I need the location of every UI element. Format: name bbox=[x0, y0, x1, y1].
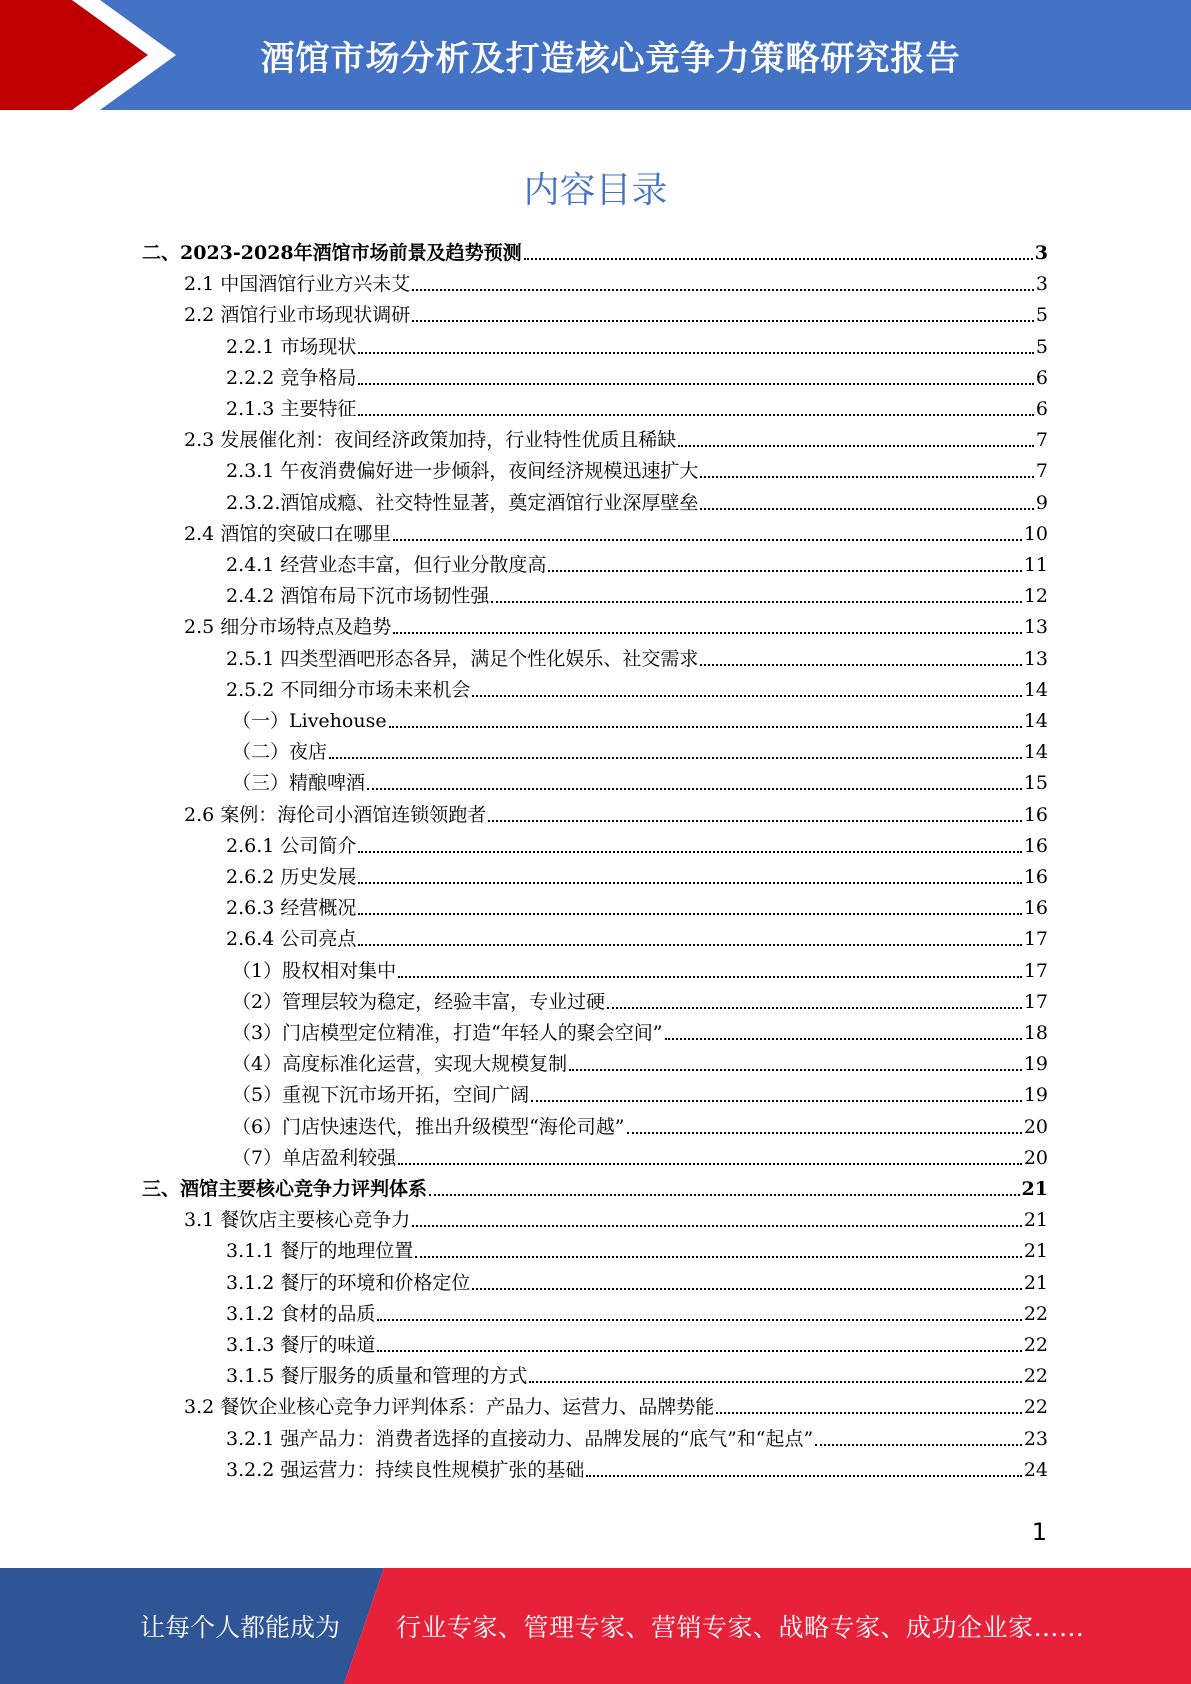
toc-entry-page: 6 bbox=[1035, 398, 1048, 420]
toc-entry-label: 3.1 餐饮店主要核心竞争力 bbox=[184, 1209, 411, 1232]
toc-entry[interactable] bbox=[226, 925, 1048, 953]
toc-entry[interactable] bbox=[232, 988, 1048, 1016]
toc-entry-label: 2.3.1 午夜消费偏好进一步倾斜，夜间经济规模迅速扩大 bbox=[226, 460, 699, 483]
toc-entry-page: 18 bbox=[1023, 1022, 1048, 1044]
toc-entry[interactable] bbox=[226, 894, 1048, 922]
toc-entry-page: 7 bbox=[1035, 429, 1048, 452]
toc-entry-page: 7 bbox=[1035, 460, 1048, 483]
toc-entry-page: 21 bbox=[1023, 1271, 1048, 1294]
toc-entry-label: （5）重视下沉市场开拓，空间广阔 bbox=[232, 1084, 530, 1107]
toc-entry-label: 3.2.2 强运营力：持续良性规模扩张的基础 bbox=[226, 1458, 585, 1481]
toc-entry-label: （3）门店模型定位精准，打造“年轻人的聚会空间” bbox=[232, 1022, 663, 1044]
toc-entry[interactable] bbox=[232, 707, 1048, 735]
toc-dot-leader bbox=[524, 258, 1033, 260]
toc-entry-page: 3 bbox=[1035, 273, 1048, 296]
toc-entry-page: 12 bbox=[1023, 585, 1048, 608]
toc-dot-leader bbox=[415, 1256, 1021, 1258]
toc-entry-label: （1）股权相对集中 bbox=[232, 959, 397, 982]
toc-dot-leader bbox=[412, 289, 1034, 291]
toc-dot-leader bbox=[472, 1288, 1021, 1290]
toc-dot-leader bbox=[678, 445, 1034, 447]
toc-entry-page: 14 bbox=[1023, 678, 1048, 701]
toc-dot-leader bbox=[716, 1412, 1022, 1414]
toc-entry-page: 13 bbox=[1023, 616, 1048, 639]
toc-entry-page: 19 bbox=[1023, 1084, 1048, 1107]
toc-entry-label: 2.2.2 竞争格局 bbox=[226, 366, 357, 389]
toc-entry-page: 21 bbox=[1023, 1240, 1048, 1263]
toc-dot-leader bbox=[358, 851, 1021, 853]
toc-entry[interactable] bbox=[226, 1237, 1048, 1265]
toc-entry[interactable] bbox=[184, 801, 1048, 829]
toc-entry[interactable] bbox=[142, 239, 1048, 267]
toc-entry[interactable] bbox=[226, 1362, 1048, 1390]
toc-dot-leader bbox=[700, 664, 1021, 666]
toc-entry[interactable] bbox=[232, 1144, 1048, 1172]
toc-entry-label: 2.4.1 经营业态丰富，但行业分散度高 bbox=[226, 554, 547, 576]
toc-entry-page: 17 bbox=[1023, 990, 1048, 1013]
toc-dot-leader bbox=[377, 1319, 1021, 1321]
toc-entry-label: （4）高度标准化运营，实现大规模复制 bbox=[232, 1053, 568, 1076]
toc-dot-leader bbox=[548, 570, 1021, 572]
toc-entry-page: 20 bbox=[1023, 1146, 1048, 1169]
toc-entry[interactable] bbox=[226, 333, 1048, 361]
toc-entry-label: 2.4.2 酒馆布局下沉市场韧性强 bbox=[226, 585, 490, 608]
toc-entry-page: 14 bbox=[1023, 741, 1048, 764]
toc-entry[interactable] bbox=[232, 1019, 1048, 1047]
toc-entry-label: （6）门店快速迭代，推出升级模型“海伦司越” bbox=[232, 1115, 625, 1138]
toc-entry-label: （2）管理层较为稳定，经验丰富，专业过硬 bbox=[232, 990, 606, 1013]
toc-entry-page: 22 bbox=[1023, 1396, 1048, 1419]
toc-entry[interactable] bbox=[226, 364, 1048, 392]
toc-dot-leader bbox=[398, 976, 1022, 978]
toc-entry[interactable] bbox=[226, 832, 1048, 860]
toc-entry[interactable] bbox=[226, 645, 1048, 673]
toc-entry-page: 6 bbox=[1035, 366, 1048, 389]
toc-entry[interactable] bbox=[226, 863, 1048, 891]
toc-entry-page: 10 bbox=[1023, 522, 1048, 545]
toc-entry[interactable] bbox=[184, 613, 1048, 641]
toc-entry-label: 三、酒馆主要核心竞争力评判体系 bbox=[142, 1178, 428, 1200]
toc-heading: 内容目录 bbox=[523, 170, 668, 211]
toc-entry-label: 2.2.1 市场现状 bbox=[226, 335, 357, 358]
toc-entry-label: （三）精酿啤酒 bbox=[232, 772, 366, 795]
toc-entry-label: 3.2 餐饮企业核心竞争力评判体系：产品力、运营力、品牌势能 bbox=[184, 1396, 715, 1419]
toc-entry[interactable] bbox=[232, 769, 1048, 797]
toc-entry-page: 23 bbox=[1023, 1427, 1048, 1450]
toc-entry[interactable] bbox=[184, 520, 1048, 548]
toc-entry-page: 16 bbox=[1023, 897, 1048, 920]
toc-entry[interactable] bbox=[184, 270, 1048, 298]
toc-dot-leader bbox=[393, 539, 1022, 541]
toc-entry[interactable] bbox=[232, 957, 1048, 985]
toc-dot-leader bbox=[398, 1163, 1022, 1165]
toc-entry-label: 2.6.4 公司亮点 bbox=[226, 928, 357, 951]
toc-entry-label: （二）夜店 bbox=[232, 741, 328, 764]
toc-dot-leader bbox=[531, 1100, 1022, 1102]
toc-entry-page: 16 bbox=[1023, 834, 1048, 857]
toc-entry[interactable] bbox=[226, 676, 1048, 704]
toc-entry-label: 3.2.1 强产品力：消费者选择的直接动力、品牌发展的“底气”和“起点” bbox=[226, 1427, 814, 1450]
toc-entry[interactable] bbox=[226, 1269, 1048, 1297]
toc-entry-page: 22 bbox=[1023, 1334, 1048, 1356]
header-bar bbox=[0, 0, 1191, 110]
toc-entry-page: 21 bbox=[1023, 1209, 1048, 1232]
toc-entry-label: 2.5 细分市场特点及趋势 bbox=[184, 616, 392, 639]
toc-dot-leader bbox=[472, 695, 1021, 697]
toc-entry-page: 9 bbox=[1035, 491, 1048, 514]
toc-entry[interactable] bbox=[226, 582, 1048, 610]
toc-entry-label: 3.1.3 餐厅的味道 bbox=[226, 1334, 376, 1356]
toc-entry-label: 2.1 中国酒馆行业方兴未艾 bbox=[184, 273, 411, 296]
toc-dot-leader bbox=[488, 820, 1022, 822]
toc-dot-leader bbox=[700, 508, 1034, 510]
toc-entry-label: 2.6.1 公司简介 bbox=[226, 834, 357, 857]
toc-entry[interactable] bbox=[226, 1456, 1048, 1484]
toc-entry[interactable] bbox=[184, 301, 1048, 329]
toc-dot-leader bbox=[377, 1350, 1021, 1352]
toc-entry-page: 17 bbox=[1023, 959, 1048, 982]
toc-entry[interactable] bbox=[226, 1425, 1048, 1453]
toc-entry[interactable] bbox=[226, 1300, 1048, 1328]
toc-entry-page: 15 bbox=[1023, 772, 1048, 795]
toc-entry[interactable] bbox=[226, 1331, 1048, 1359]
toc-entry-page: 22 bbox=[1023, 1302, 1048, 1325]
toc-entry-page: 17 bbox=[1023, 928, 1048, 951]
toc-entry-label: 2.1.3 主要特征 bbox=[226, 398, 357, 420]
toc-dot-leader bbox=[358, 944, 1021, 946]
toc-dot-leader bbox=[491, 601, 1021, 603]
toc-entry-page: 24 bbox=[1023, 1458, 1048, 1481]
toc-entry[interactable] bbox=[232, 738, 1048, 766]
toc-dot-leader bbox=[412, 1225, 1022, 1227]
toc-entry-page: 16 bbox=[1023, 866, 1048, 888]
toc-entry-label: 2.6.2 历史发展 bbox=[226, 866, 357, 888]
footer-slogan-right: 行业专家、管理专家、营销专家、战略专家、成功企业家…… bbox=[396, 1613, 1085, 1642]
toc-entry-label: 2.6 案例：海伦司小酒馆连锁领跑者 bbox=[184, 803, 487, 826]
toc-dot-leader bbox=[586, 1475, 1021, 1477]
toc-dot-leader bbox=[429, 1194, 1020, 1196]
toc-entry-page: 14 bbox=[1023, 710, 1048, 732]
document-title: 酒馆市场分析及打造核心竞争力策略研究报告 bbox=[260, 38, 961, 79]
toc-entry[interactable] bbox=[142, 1175, 1048, 1203]
toc-dot-leader bbox=[358, 913, 1021, 915]
toc-entry[interactable] bbox=[184, 1393, 1048, 1421]
toc-entry-label: 2.3 发展催化剂：夜间经济政策加持，行业特性优质且稀缺 bbox=[184, 429, 677, 452]
toc-entry-label: 2.5.1 四类型酒吧形态各异，满足个性化娱乐、社交需求 bbox=[226, 647, 699, 670]
toc-dot-leader bbox=[389, 726, 1022, 728]
toc-dot-leader bbox=[358, 882, 1021, 884]
toc-dot-leader bbox=[529, 1381, 1021, 1383]
toc-entry[interactable] bbox=[184, 426, 1048, 454]
toc-entry-label: 二、2023-2028年酒馆市场前景及趋势预测 bbox=[142, 242, 522, 264]
toc-dot-leader bbox=[412, 320, 1034, 322]
toc-dot-leader bbox=[815, 1444, 1022, 1446]
toc-dot-leader bbox=[665, 1038, 1022, 1040]
toc-entry[interactable] bbox=[232, 1050, 1048, 1078]
toc-entry-label: 2.3.2.酒馆成瘾、社交特性显著，奠定酒馆行业深厚壁垒 bbox=[226, 491, 699, 514]
footer-slogan-left: 让每个人都能成为 bbox=[140, 1613, 341, 1642]
toc-entry[interactable] bbox=[226, 457, 1048, 485]
toc-entry[interactable] bbox=[226, 551, 1048, 579]
toc-entry-label: 3.1.2 食材的品质 bbox=[226, 1302, 376, 1325]
toc-dot-leader bbox=[393, 632, 1022, 634]
footer-banner bbox=[0, 1568, 1191, 1684]
toc-entry-label: 2.6.3 经营概况 bbox=[226, 897, 357, 920]
page-number: 1 bbox=[1031, 1518, 1047, 1546]
toc-entry-label: 3.1.5 餐厅服务的质量和管理的方式 bbox=[226, 1365, 528, 1388]
toc-entry-page: 20 bbox=[1023, 1115, 1048, 1138]
toc-dot-leader bbox=[358, 414, 1034, 416]
toc-entry-page: 5 bbox=[1035, 335, 1048, 358]
toc-entry[interactable] bbox=[226, 395, 1048, 423]
toc-dot-leader bbox=[367, 788, 1022, 790]
toc-entry-page: 11 bbox=[1023, 554, 1048, 576]
toc-dot-leader bbox=[329, 757, 1022, 759]
toc-dot-leader bbox=[607, 1007, 1022, 1009]
toc-entry-page: 22 bbox=[1023, 1365, 1048, 1388]
toc-entry[interactable] bbox=[184, 1206, 1048, 1234]
toc-entry-page: 19 bbox=[1023, 1053, 1048, 1076]
toc-entry-label: 2.2 酒馆行业市场现状调研 bbox=[184, 304, 411, 327]
toc-entry-page: 5 bbox=[1035, 304, 1048, 327]
toc-dot-leader bbox=[700, 476, 1034, 478]
toc-entry-label: 3.1.2 餐厅的环境和价格定位 bbox=[226, 1271, 471, 1294]
toc-entry-page: 3 bbox=[1034, 242, 1048, 264]
toc-entry-label: （一）Livehouse bbox=[232, 710, 387, 732]
toc-dot-leader bbox=[627, 1132, 1022, 1134]
toc-entry-label: 3.1.1 餐厅的地理位置 bbox=[226, 1240, 414, 1263]
toc-entry[interactable] bbox=[232, 1081, 1048, 1109]
toc-entry-label: （7）单店盈利较强 bbox=[232, 1146, 397, 1169]
toc-entry[interactable] bbox=[226, 489, 1048, 517]
toc-dot-leader bbox=[358, 352, 1034, 354]
toc-entry-label: 2.4 酒馆的突破口在哪里 bbox=[184, 522, 392, 545]
toc-entry-page: 13 bbox=[1023, 647, 1048, 670]
toc-dot-leader bbox=[358, 383, 1034, 385]
toc-entry-label: 2.5.2 不同细分市场未来机会 bbox=[226, 678, 471, 701]
toc-entry-page: 21 bbox=[1021, 1178, 1048, 1200]
toc-dot-leader bbox=[569, 1069, 1022, 1071]
toc-entry[interactable] bbox=[232, 1113, 1048, 1141]
toc-entry-page: 16 bbox=[1023, 803, 1048, 826]
